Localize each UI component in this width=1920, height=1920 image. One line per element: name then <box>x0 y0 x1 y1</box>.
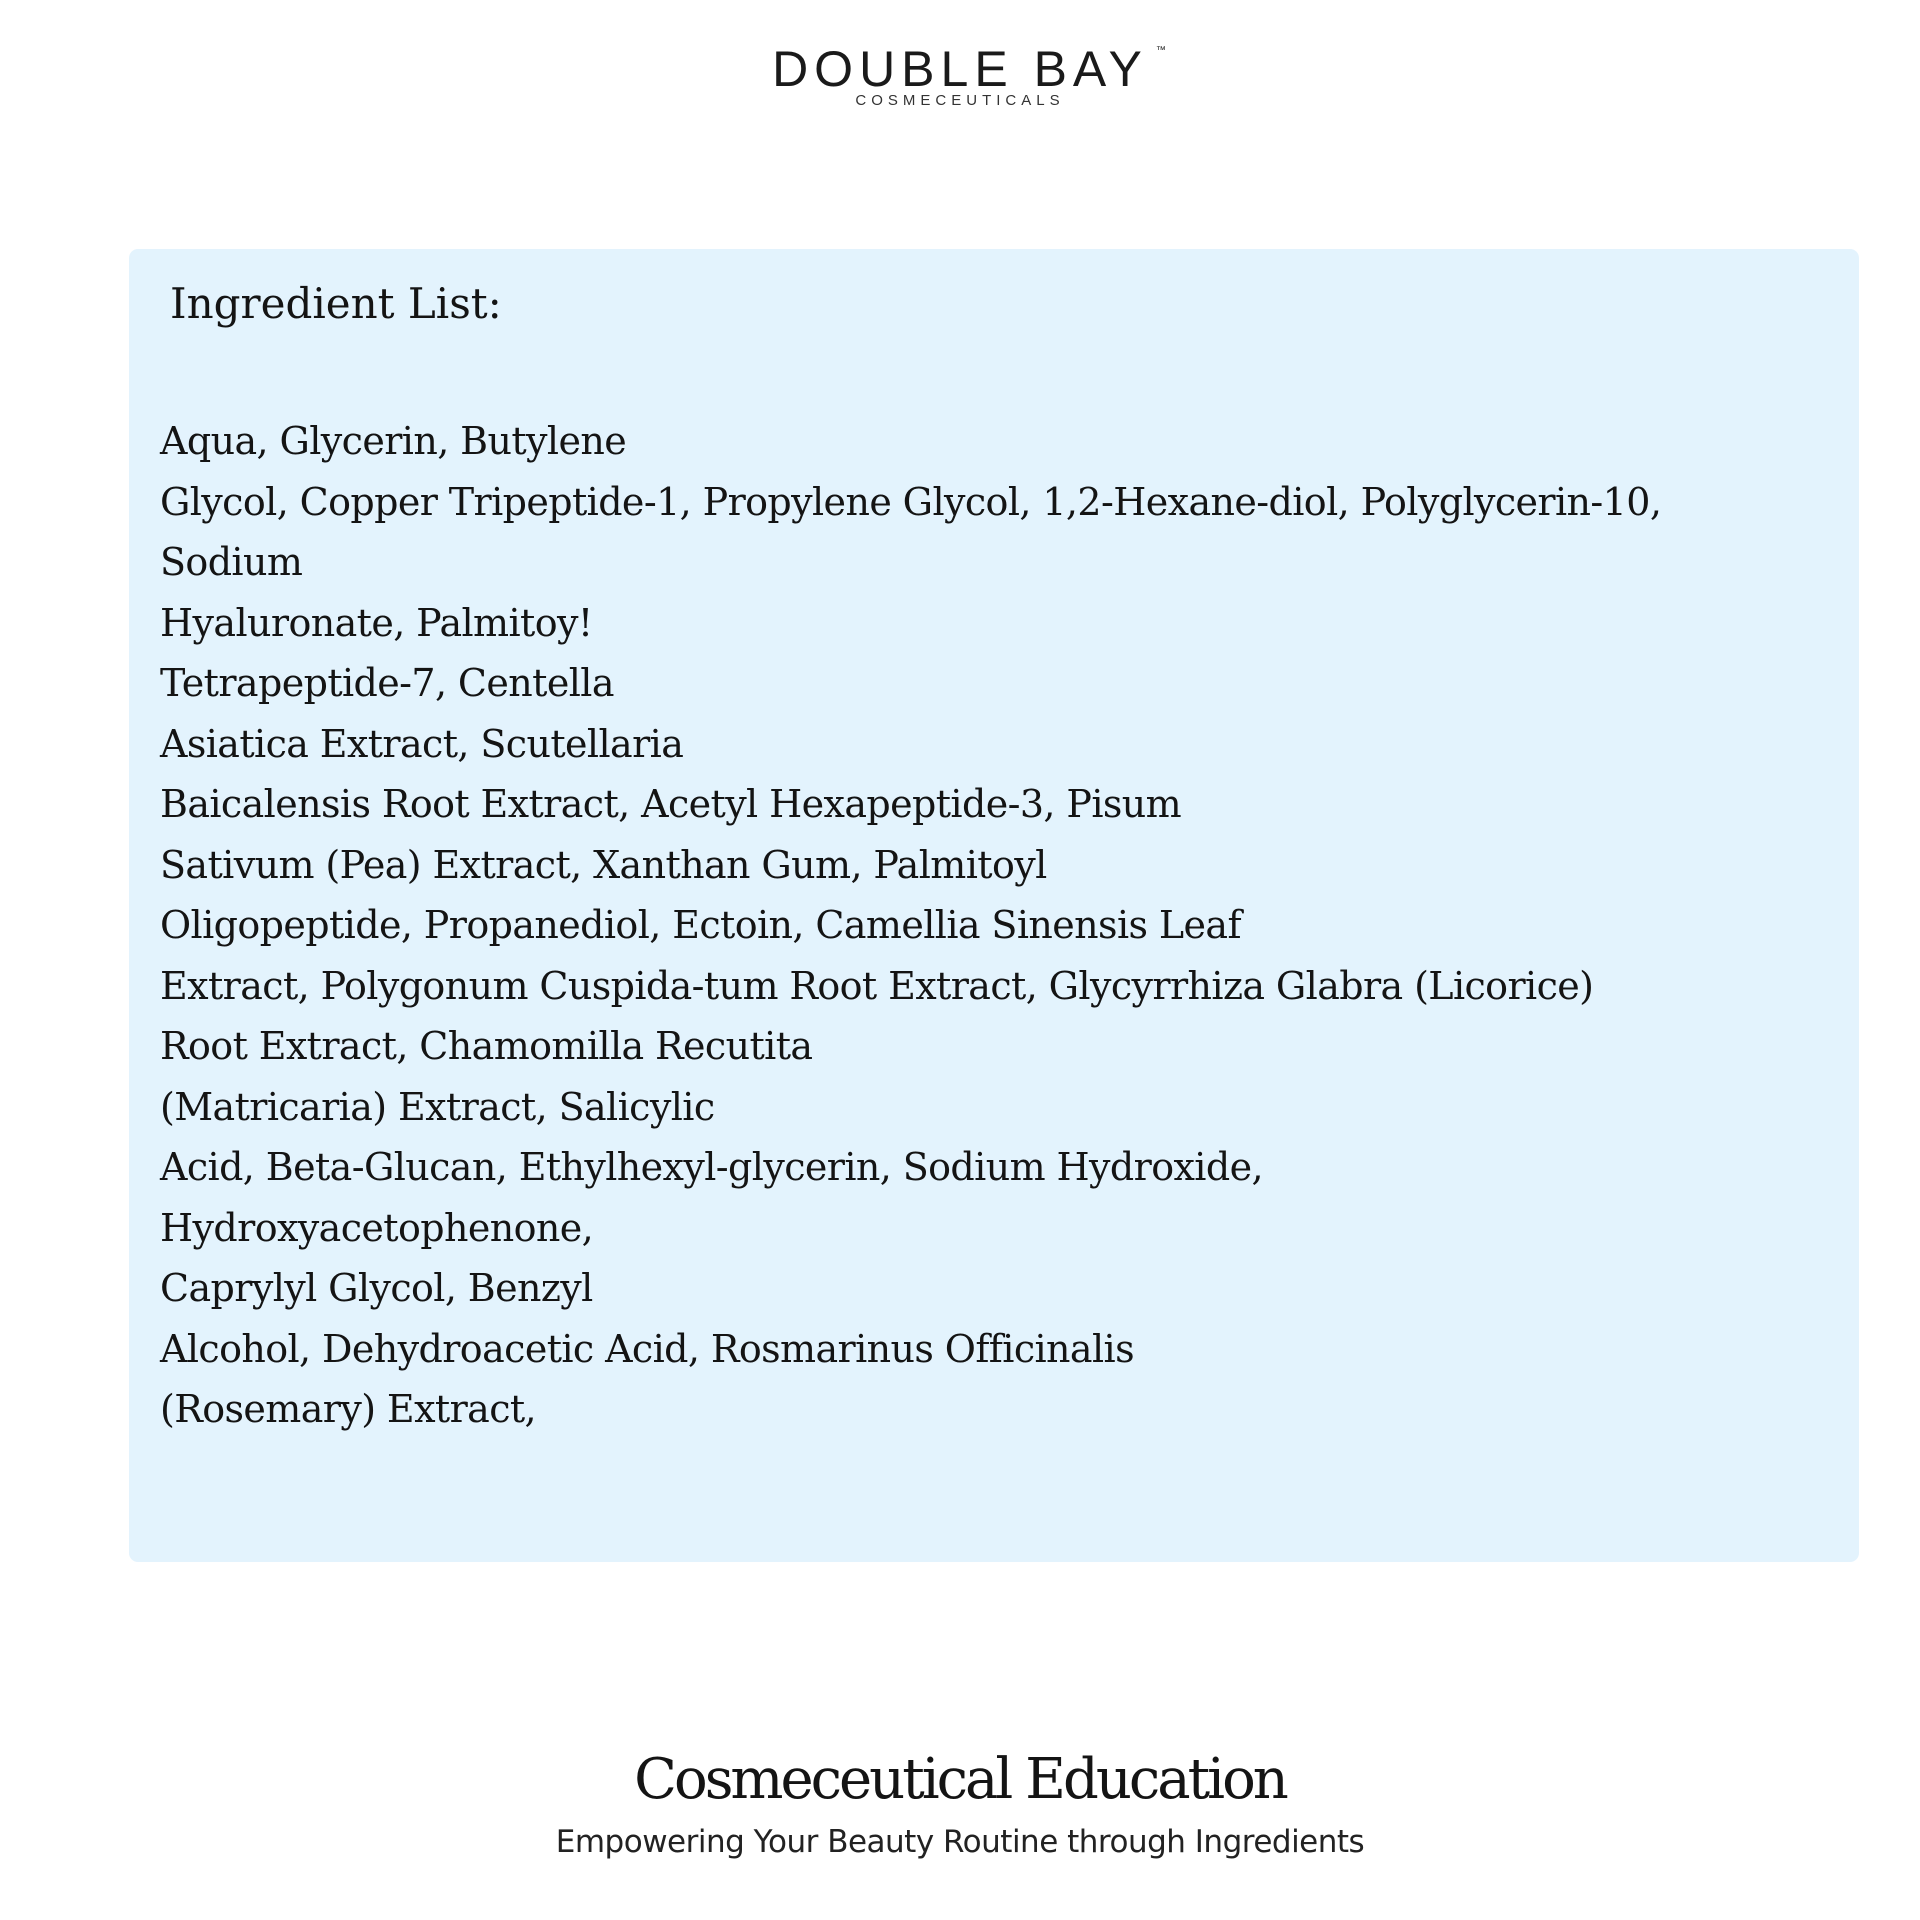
ingredient-line: Baicalensis Root Extract, Acetyl Hexapeptide-3, Pisum <box>160 782 1182 826</box>
ingredient-lines <box>160 411 1840 1440</box>
ingredient-line: Root Extract, Chamomilla Recutita <box>160 1024 813 1068</box>
footer-subtitle: Empowering Your Beauty Routine through Ingredients <box>555 1824 1365 1860</box>
ingredient-line: Alcohol, Dehydroacetic Acid, Rosmarinus Officinalis <box>160 1326 1134 1371</box>
brand-name: DOUBLE BAY <box>772 41 1148 97</box>
ingredient-line: Caprylyl Glycol, Benzyl <box>160 1266 593 1310</box>
brand-name-wrap <box>772 41 1166 97</box>
footer-title: Cosmeceutical Education <box>634 1747 1286 1812</box>
ingredient-line: Hyaluronate, Palmitoy! <box>160 600 593 645</box>
ingredient-panel <box>129 249 1859 1562</box>
ingredient-list-title: Ingredient List: <box>170 279 502 328</box>
ingredient-line: Acid, Beta-Glucan, Ethylhexyl-glycerin, Sodium Hydroxide, <box>160 1145 1263 1189</box>
ingredient-line: Tetrapeptide-7, Centella <box>160 661 614 705</box>
ingredient-line: Sodium <box>160 540 303 584</box>
ingredient-line: Glycol, Copper Tripeptide-1, Propylene Glycol, 1,2-Hexane-diol, Polyglycerin-10, <box>160 479 1662 524</box>
brand-tagline: COSMECEUTICALS <box>855 92 1065 109</box>
ingredient-line: Extract, Polygonum Cuspida-tum Root Extract, Glycyrrhiza Glabra (Licorice) <box>160 963 1594 1008</box>
trademark-symbol: ™ <box>1155 45 1166 56</box>
brand-logo <box>0 41 1920 109</box>
ingredient-line: (Matricaria) Extract, Salicylic <box>160 1084 715 1129</box>
ingredient-line: (Rosemary) Extract, <box>160 1387 537 1431</box>
ingredient-line: Sativum (Pea) Extract, Xanthan Gum, Palmitoyl <box>160 842 1047 887</box>
ingredient-line: Oligopeptide, Propanediol, Ectoin, Camellia Sinensis Leaf <box>160 903 1241 947</box>
ingredient-line: Asiatica Extract, Scutellaria <box>160 721 684 766</box>
ingredient-line: Aqua, Glycerin, Butylene <box>160 419 627 463</box>
ingredient-line: Hydroxyacetophenone, <box>160 1205 594 1250</box>
